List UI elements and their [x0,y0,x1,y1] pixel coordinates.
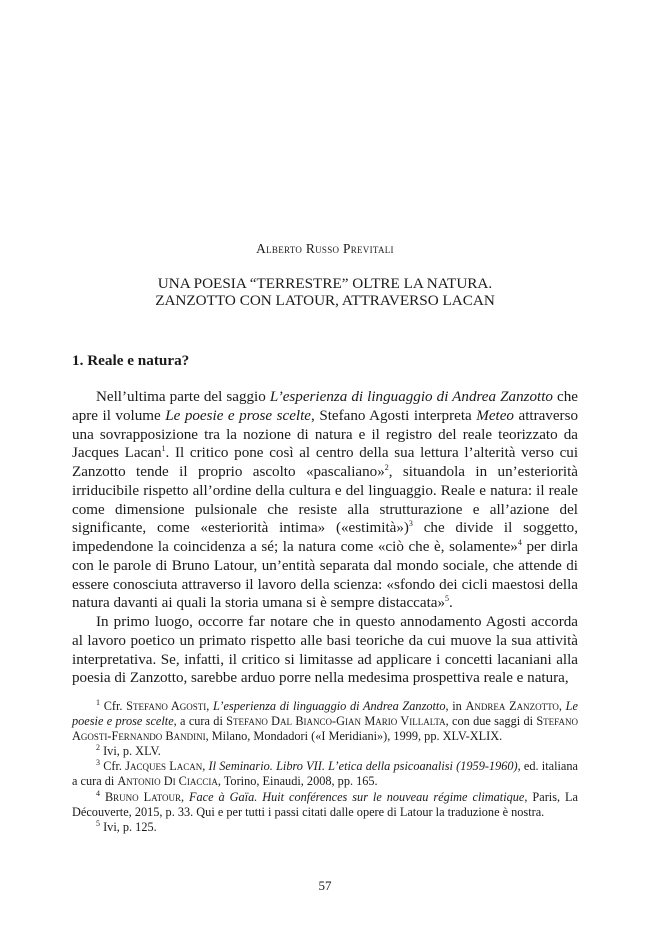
footnote-5 [72,820,578,835]
footnote-4 [72,790,578,820]
text-run: Nell’ultima parte del saggio [96,389,270,405]
footnote-number: 4 [96,788,100,798]
italic-title: Il Seminario. Libro VII. L’etica della psicoanalisi (1959-1960) [208,759,518,774]
footnote-number: 2 [96,743,100,753]
author-name: Alberto Russo Previtali [256,241,394,256]
footnote-number: 3 [96,758,100,768]
author-sc: Andrea Zanzotto [465,699,559,713]
text-run: per dirla con le parole di Bruno Latour, un’entità separata dal mondo sociale, che attende di essere conosciuta attraverso il lavoro della scienza: «sfondo dei cicli maestosi della natura davanti ai quali la storia umana si è sempre distaccata» [72,539,579,612]
title-line-2: ZANZOTTO CON LATOUR, ATTRAVERSO LACAN [155,292,495,309]
text-run: , [558,699,566,713]
text-run: , con due saggi di [445,714,537,729]
author-sc: Stefano Agosti [126,699,207,713]
text-run: che apre il volume [72,389,578,424]
text-run: Cfr. [103,699,127,713]
text-run: Ivi, p. 125. [103,819,157,834]
footnote-number: 1 [96,697,100,707]
italic-title: Meteo [476,407,514,424]
text-run: , ed. italiana a cura di [72,759,578,789]
text-run: , Paris, La Découverte, 2015, p. 33. Qui e per tutti i passi citati dalle opere di Latour la traduzione è nostra. [72,789,578,819]
footnote-ref-4[interactable]: 4 [517,537,522,547]
footnotes [72,699,578,835]
text-run: , [202,759,209,774]
text-run: , situandola in un’esteriorità irriducibile rispetto all’ordine della cultura e del linguaggio. Reale e natura: il reale come dimensione pulsionale che resiste alla strutturazione e all’azione del significante, come «esteriorità intima» («estimità») [72,464,578,537]
text-run: , a cura di [173,714,227,729]
author-sc: Stefano Agosti-Fernando Bandini [72,714,578,744]
footnote-3 [72,759,578,789]
italic-title: Le poesie e prose scelte [165,407,312,424]
text-run: che divide il soggetto, impedendone la coincidenza a sé; la natura come «ciò che è, solamente» [72,520,579,555]
text-run: . Il critico pone così al centro della sua lettura l’alterità verso cui Zanzotto tende il proprio ascolto «pascaliano» [72,445,579,480]
text-run: Ivi, p. XLV. [103,744,161,759]
text-run: , Milano, Mondadori («I Meridiani»), 1999, pp. XLV-XLIX. [205,729,503,744]
text-run: , Torino, Einaudi, 2008, pp. 165. [217,774,378,789]
author-sc: Stefano Dal Bianco-Gian Mario Villalta [226,714,446,729]
text-run: , [180,789,189,804]
paragraph-1 [72,388,578,613]
footnote-number: 5 [96,818,100,828]
footnote-ref-2[interactable]: 2 [384,462,389,472]
text-run: , [206,699,213,713]
italic-title: L’esperienza di linguaggio di Andrea Zanzotto [213,699,446,713]
section-heading: 1. Reale e natura? [72,352,190,369]
article-title [0,275,650,309]
footnote-2 [72,744,578,759]
body-text [72,388,578,688]
title-line-1: UNA POESIA “TERRESTRE” OLTRE LA NATURA. [157,275,493,292]
author-sc: Antonio Di Ciaccia [117,774,218,789]
text-run: attraverso una sovrapposizione tra la nozione di natura e il registro del reale teorizzato da Jacques Lacan [72,407,578,462]
italic-title: L’esperienza di linguaggio di Andrea Zanzotto [269,389,553,405]
italic-title: Face à Gaïa. Huit conférences sur le nouveau régime climatique [189,789,525,804]
text-run: . [449,595,453,612]
text-run: Cfr. [103,759,126,774]
paragraph-2: In primo luogo, occorre far notare che in questo annodamento Agosti accorda al lavoro poetico un primato rispetto alle basi teoriche da cui muove la sua attività interpretativa. Se, infatti, il critico si limitasse ad applicare i concetti lacaniani alla poesia di Zanzotto, sarebbe arduo porre nella medesima prospettiva reale e natura, [72,614,578,687]
text-run: , Stefano Agosti interpreta [311,407,477,424]
text-run: , in [445,699,466,713]
footnote-ref-3[interactable]: 3 [408,519,413,529]
footnote-ref-1[interactable]: 1 [161,444,166,454]
author-sc: Bruno Latour [104,789,181,804]
footnote-1 [72,699,578,744]
author-sc: Jacques Lacan [125,759,203,774]
italic-title: Le poesie e prose scelte [72,699,578,729]
page-number: 57 [318,878,332,893]
footnote-ref-5[interactable]: 5 [445,594,450,604]
